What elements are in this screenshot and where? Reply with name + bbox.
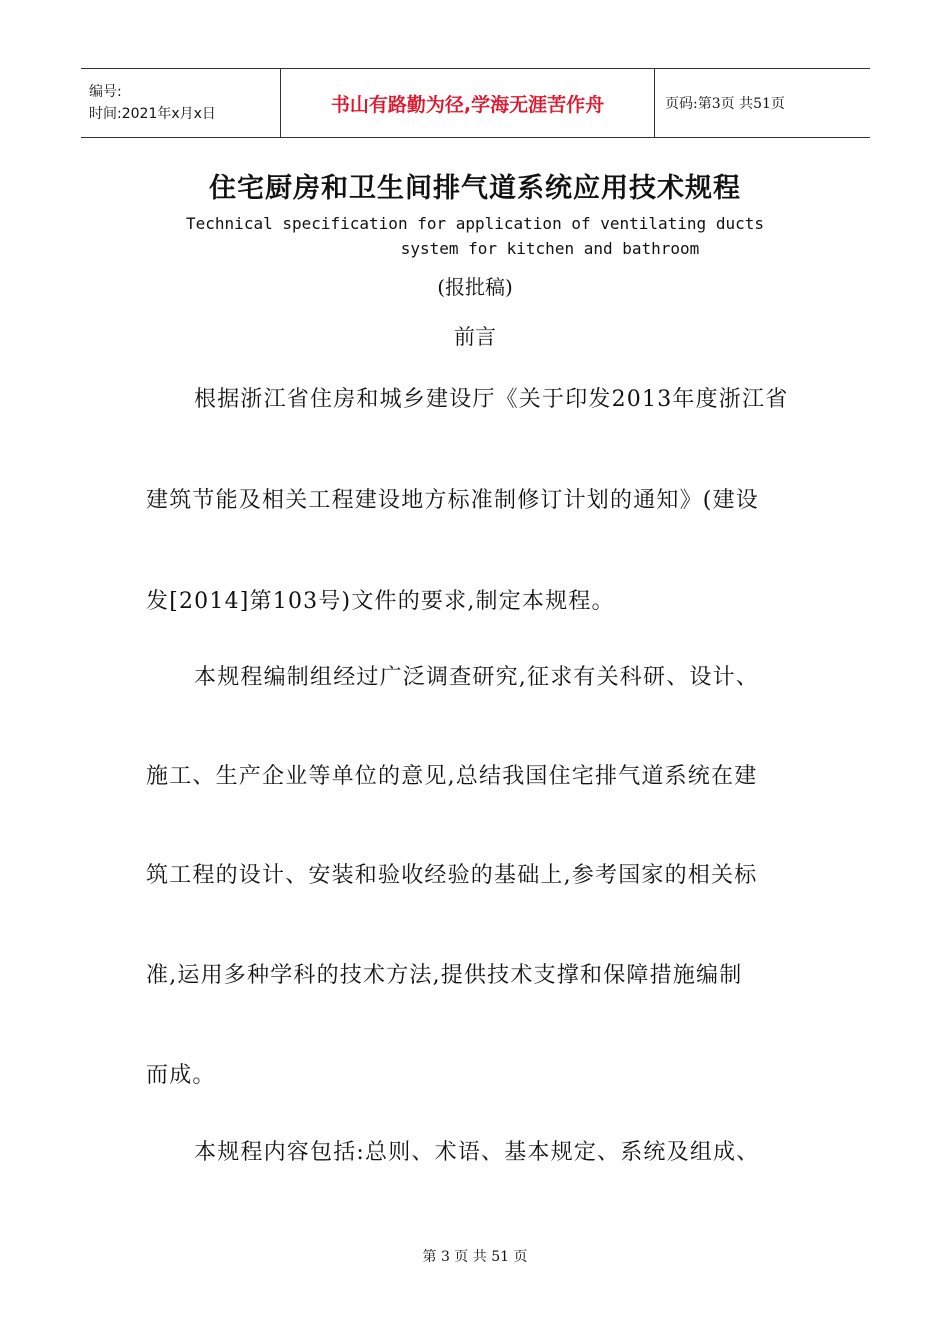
english-title-line-2: system for kitchen and bathroom bbox=[400, 239, 700, 258]
document-status: (报批稿) bbox=[437, 275, 513, 299]
body-line: 根据浙江省住房和城乡建设厅《关于印发2013年度浙江省 bbox=[194, 387, 789, 412]
body-line: 建筑节能及相关工程建设地方标准制修订计划的通知》(建设 bbox=[146, 488, 759, 513]
date-label: 时间:2021年x月x日 bbox=[89, 106, 216, 122]
body-line: 而成。 bbox=[146, 1063, 216, 1088]
body-line: 施工、生产企业等单位的意见,总结我国住宅排气道系统在建 bbox=[146, 764, 758, 789]
page-info: 页码:第3页 共51页 bbox=[665, 96, 785, 112]
document-title: 住宅厨房和卫生间排气道系统应用技术规程 bbox=[209, 173, 741, 204]
body-line: 筑工程的设计、安装和验收经验的基础上,参考国家的相关标 bbox=[146, 863, 758, 888]
english-title bbox=[0, 211, 950, 261]
page-footer: 第 3 页 共 51 页 bbox=[422, 1249, 528, 1265]
document-header bbox=[81, 68, 870, 138]
body-line: 发[2014]第103号)文件的要求,制定本规程。 bbox=[146, 589, 615, 614]
body-line: 本规程编制组经过广泛调查研究,征求有关科研、设计、 bbox=[194, 665, 759, 690]
section-heading: 前言 bbox=[454, 325, 496, 349]
body-line: 本规程内容包括:总则、术语、基本规定、系统及组成、 bbox=[194, 1140, 760, 1165]
header-meta-cell bbox=[81, 69, 281, 137]
header-page-cell bbox=[655, 69, 870, 137]
motto-text: 书山有路勤为径,学海无涯苦作舟 bbox=[330, 93, 605, 116]
english-title-line-1: Technical specification for application of ventilating ducts bbox=[186, 214, 764, 233]
body-line: 准,运用多种学科的技术方法,提供技术支撑和保障措施编制 bbox=[146, 963, 743, 988]
number-label: 编号: bbox=[89, 84, 122, 100]
header-motto-cell bbox=[281, 69, 655, 137]
